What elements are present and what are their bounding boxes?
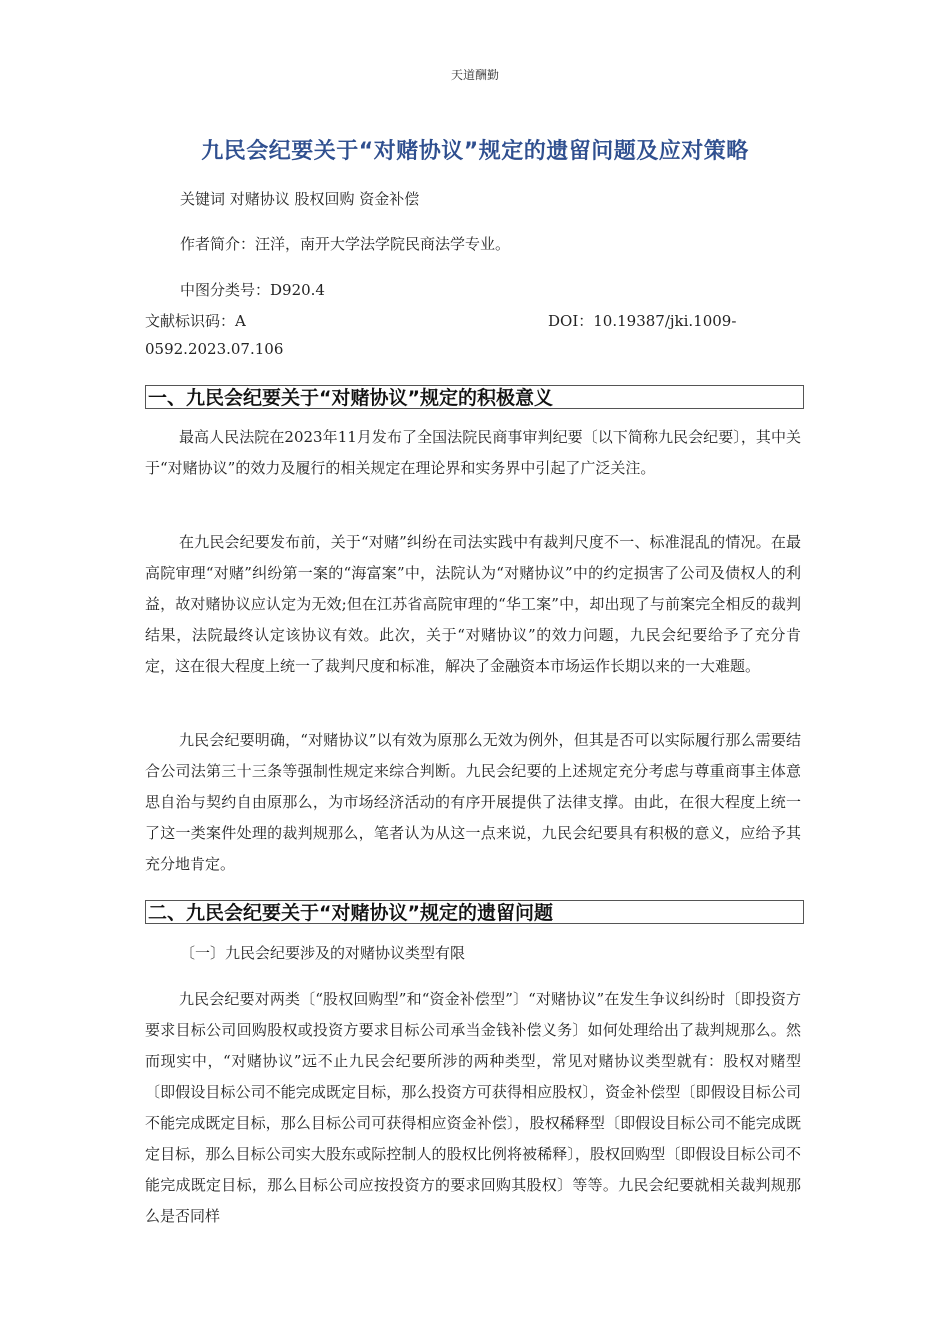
section-2-paragraph-1: 九民会纪要对两类〔“股权回购型”和“资金补偿型”〕“对赌协议”在发生争议纠纷时〔即投资方要求目标公司回购股权或投资方要求目标公司承当金钱补偿义务〕如何处理给出了裁判规那么。然而现实中，“对赌协议”远不止九民会纪要所涉的两种类型，常见对赌协议类型就有：股权对赌型〔即假设目标公司不能完成既定目标，那么投资方可获得相应股权〕，资金补偿型〔即假设目标公司不能完成既定目标，那么目标公司可获得相应资金补偿〕，股权稀释型〔即假设目标公司不能完成既定目标，那么目标公司实大股东或际控制人的股权比例将被稀释〕，股权回购型〔即假设目标公司不能完成既定目标，那么目标公司应按投资方的要求回购其股权〕等等。九民会纪要就相关裁判规那么是否同样 — [145, 990, 801, 1225]
doi-continuation: 0592.2023.07.106 — [145, 340, 284, 358]
document-title: 九民会纪要关于“对赌协议”规定的遗留问题及应对策略 — [201, 139, 749, 164]
subsection-1-heading: 〔一〕九民会纪要涉及的对赌协议类型有限 — [180, 944, 466, 962]
author-bio: 作者简介：汪洋，南开大学法学院民商法学专业。 — [180, 235, 511, 253]
doi: DOI：10.19387/jki.1009- — [548, 312, 737, 330]
document-code: 文献标识码：A — [145, 312, 246, 330]
keywords: 关键词 对赌协议 股权回购 资金补偿 — [180, 190, 420, 208]
section-1-paragraph-1: 最高人民法院在2023年11月发布了全国法院民商事审判纪要〔以下简称九民会纪要〕，其中关于“对赌协议”的效力及履行的相关规定在理论界和实务界中引起了广泛关注。 — [145, 428, 801, 477]
classification-number: 中图分类号：D920.4 — [180, 281, 325, 299]
section-1-heading: 一、九民会纪要关于“对赌协议”规定的积极意义 — [145, 385, 804, 409]
section-2-heading: 二、九民会纪要关于“对赌协议”规定的遗留问题 — [145, 900, 804, 924]
section-1-paragraph-2: 在九民会纪要发布前，关于“对赌”纠纷在司法实践中有裁判尺度不一、标准混乱的情况。在最高院审理“对赌”纠纷第一案的“海富案”中，法院认为“对赌协议”中的约定损害了公司及债权人的利益，故对赌协议应认定为无效;但在江苏省高院审理的“华工案”中，却出现了与前案完全相反的裁判结果，法院最终认定该协议有效。此次，关于“对赌协议”的效力问题，九民会纪要给予了充分肯定，这在很大程度上统一了裁判尺度和标准，解决了金融资本市场运作长期以来的一大难题。 — [145, 533, 801, 675]
page-header: 天道酬勤 — [450, 68, 499, 82]
section-1-paragraph-3: 九民会纪要明确，“对赌协议”以有效为原那么无效为例外，但其是否可以实际履行那么需要结合公司法第三十三条等强制性规定来综合判断。九民会纪要的上述规定充分考虑与尊重商事主体意思自治与契约自由原那么，为市场经济活动的有序开展提供了法律支撑。由此，在很大程度上统一了这一类案件处理的裁判规那么，笔者认为从这一点来说，九民会纪要具有积极的意义，应给予其充分地肯定。 — [145, 731, 801, 873]
